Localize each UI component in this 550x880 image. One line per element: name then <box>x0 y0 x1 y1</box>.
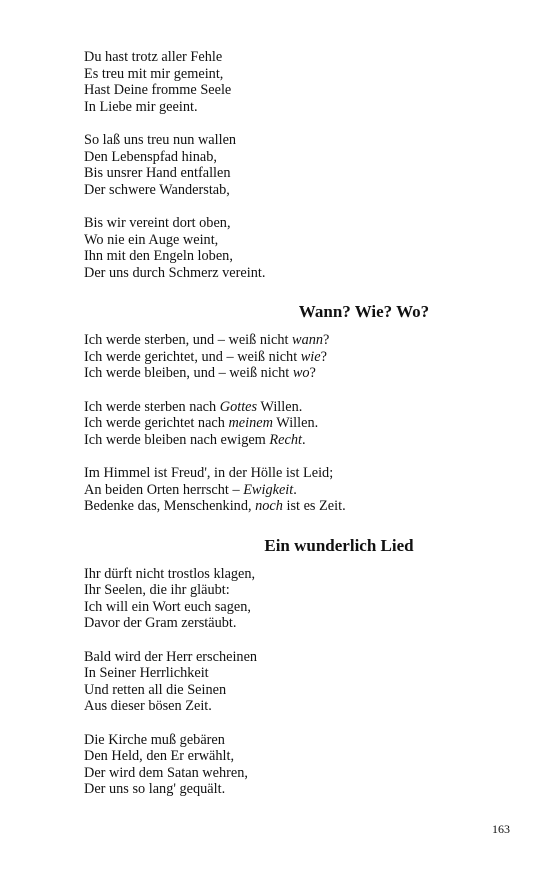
stanza <box>84 132 484 198</box>
verse-text: Ich werde gerichtet nach <box>84 415 229 431</box>
verse-line: Hast Deine fromme Seele <box>84 82 232 98</box>
verse-text: ? <box>309 365 316 381</box>
stanza <box>84 49 484 115</box>
verse-line <box>84 415 484 432</box>
verse-line: Die Kirche muß gebären <box>84 731 225 748</box>
page-body <box>84 49 484 815</box>
verse-line: Bis unsrer Hand entfallen <box>84 165 231 181</box>
verse-line: Der uns durch Schmerz vereint. <box>84 264 266 281</box>
verse-text: Ich werde sterben nach <box>84 398 220 415</box>
verse-line <box>84 482 484 499</box>
verse-line: Ich will ein Wort euch sagen, <box>84 598 251 615</box>
verse-line: Der uns so lang' gequält. <box>84 781 226 797</box>
verse-line <box>84 349 484 366</box>
verse-line: Den Held, den Er erwählt, <box>84 748 235 764</box>
emphasis: wann <box>292 332 324 348</box>
verse-text: . <box>293 481 297 498</box>
stanza <box>84 566 484 632</box>
verse-text: Willen. <box>272 415 319 431</box>
verse-text: ist es Zeit. <box>282 498 346 514</box>
verse-line: Bis wir vereint dort oben, <box>84 215 231 231</box>
emphasis: Ewigkeit <box>243 481 294 498</box>
verse-line: Und retten all die Seinen <box>84 681 227 698</box>
verse-text: Willen. <box>257 398 303 415</box>
poem-ein-wunderlich-lied <box>84 536 484 798</box>
emphasis: wo <box>292 365 310 381</box>
emphasis: Gottes <box>219 398 258 415</box>
verse-line <box>84 332 484 349</box>
verse-line <box>84 365 484 382</box>
stanza <box>84 732 484 798</box>
verse-line: Aus dieser bösen Zeit. <box>84 698 212 714</box>
emphasis: wie <box>300 348 321 365</box>
verse-line: Wo nie ein Auge weint, <box>84 231 219 248</box>
poem-wann-wie-wo <box>84 302 484 515</box>
emphasis: Recht <box>269 431 302 448</box>
stanza <box>84 649 484 715</box>
verse-line: In Seiner Herrlichkeit <box>84 665 209 681</box>
page-number: 163 <box>492 822 510 836</box>
stanza <box>84 215 484 281</box>
verse-line: Der wird dem Satan wehren, <box>84 764 248 781</box>
verse-text: Ich werde bleiben, und – weiß nicht <box>84 365 293 381</box>
verse-line <box>84 498 484 515</box>
verse-line: Ihr dürft nicht trostlos klagen, <box>84 565 256 582</box>
verse-line: Es treu mit mir gemeint, <box>84 65 224 82</box>
verse-text: An beiden Orten herrscht – <box>84 481 244 498</box>
verse-line: Ihr Seelen, die ihr gläubt: <box>84 582 230 598</box>
emphasis: noch <box>255 498 283 514</box>
stanza <box>84 465 484 515</box>
verse-line: Du hast trotz aller Fehle <box>84 49 223 65</box>
emphasis: meinem <box>228 415 273 431</box>
verse-text: Ich werde gerichtet, und – weiß nicht <box>84 348 301 365</box>
verse-text: ? <box>323 332 330 348</box>
verse-line: Der schwere Wanderstab, <box>84 181 230 198</box>
stanza <box>84 399 484 449</box>
verse-line: In Liebe mir geeint. <box>84 98 198 115</box>
verse-line <box>84 432 484 449</box>
verse-text: . <box>301 431 306 448</box>
stanza <box>84 332 484 382</box>
verse-text: Im Himmel ist Freud', in der Hölle ist Leid; <box>84 465 334 481</box>
verse-text: Bedenke das, Menschenkind, <box>84 498 256 514</box>
poem-continuation <box>84 49 484 281</box>
verse-line: So laß uns treu nun wallen <box>84 132 237 148</box>
verse-text: Ich werde bleiben nach ewigem <box>84 431 270 448</box>
verse-line: Bald wird der Herr erscheinen <box>84 648 258 665</box>
verse-line: Davor der Gram zerstäubt. <box>84 615 237 631</box>
verse-line <box>84 399 484 416</box>
verse-line: Den Lebenspfad hinab, <box>84 148 217 165</box>
verse-text: ? <box>320 348 327 365</box>
verse-line <box>84 465 484 482</box>
verse-text: Ich werde sterben, und – weiß nicht <box>84 332 293 348</box>
poem-title: Wann? Wie? Wo? <box>298 302 430 321</box>
verse-line: Ihn mit den Engeln loben, <box>84 248 233 264</box>
poem-title: Ein wunderlich Lied <box>264 535 414 555</box>
